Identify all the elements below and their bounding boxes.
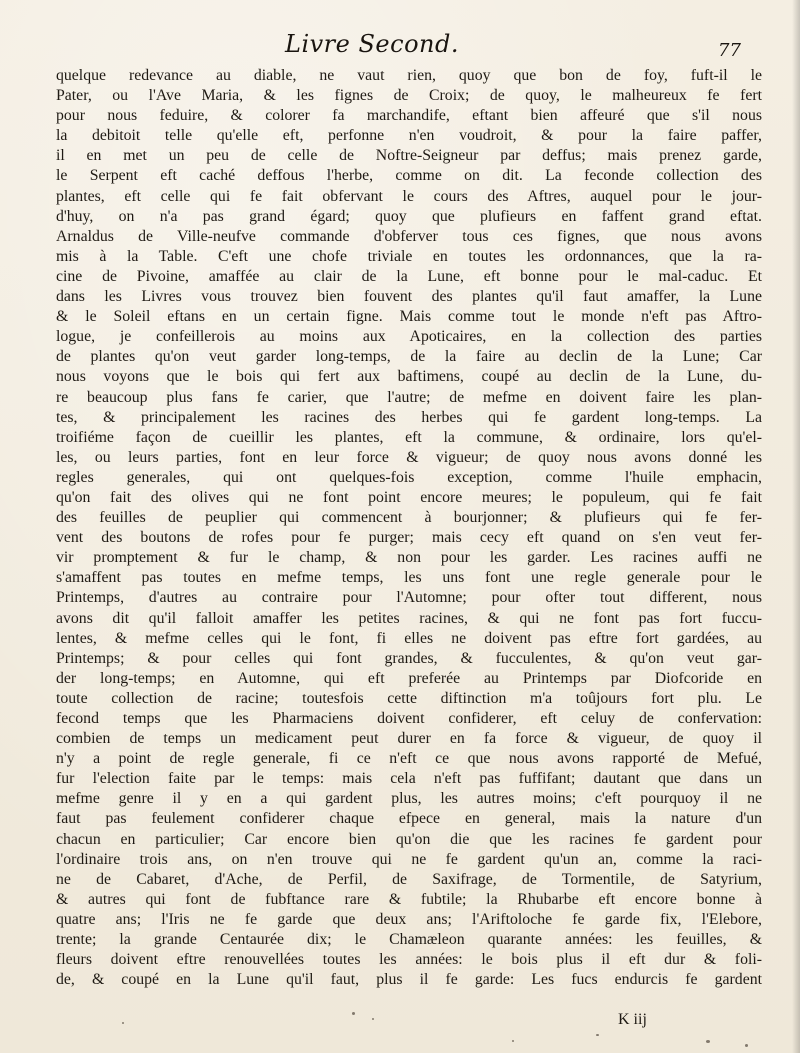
text-line: fecond temps que les Pharmaciens doivent confiderer, eft celuy de confervation: bbox=[56, 710, 762, 727]
text-line: combien de temps un medicament peut durer en fa force & vigueur, de quoy il bbox=[56, 730, 762, 748]
text-line: plantes, eft celle qui fe fait obfervant le cours des Aftres, auquel pour le jour- bbox=[56, 187, 762, 205]
text-line: tes, & principalement les racines des herbes qui fe gardent long-temps. La bbox=[56, 408, 762, 426]
text-line: Arnaldus de Ville-neufve commande d'obferver tous ces fignes, que nous avons bbox=[56, 227, 762, 245]
text-line: Pater, ou l'Ave Maria, & les fignes de Croix; de quoy, le malheureux fe fert bbox=[56, 87, 762, 105]
text-line: fur l'election faite par le temps: mais cela n'eft pas fuffifant; dautant que dans un bbox=[56, 770, 762, 788]
text-line: nous voyons que le bois qui fert aux baftimens, coupé au declin de la Lune, du- bbox=[56, 368, 762, 386]
text-line: toute collection de racine; toutesfois cette diftinction m'a toûjours fort plu. Le bbox=[56, 689, 762, 707]
text-line: Printemps, d'autres au contraire pour l'Automne; pour ofter tout different, nous bbox=[56, 589, 762, 607]
text-line: qu'on fait des olives qui ne font point encore meures; le populeum, qui fe fait bbox=[56, 488, 762, 506]
text-line: des feuilles de peuplier qui commencent à bourjonner; & plufieurs qui fe fer- bbox=[56, 509, 762, 527]
text-line: le Serpent eft caché deffous l'herbe, comme on dit. La feconde collection des bbox=[56, 167, 762, 185]
text-line: & autres qui font de fubftance rare & fubtile; la Rhubarbe eft encore bonne à bbox=[56, 890, 762, 908]
text-line: de plantes qu'on veut garder long-temps, de la faire au declin de la Lune; Car bbox=[56, 348, 762, 366]
text-line: la debitoit telle qu'elle eft, perfonne n'en voudroit, & pour la faire paffer, bbox=[56, 127, 762, 145]
text-line: ne de Cabaret, d'Ache, de Perfil, de Saxifrage, de Tormentile, de Satyrium, bbox=[56, 870, 762, 888]
text-line: d'huy, on n'a pas grand égard; quoy que plufieurs en faffent grand eftat. bbox=[56, 207, 762, 225]
text-line: pour nous feduire, & colorer fa marchandife, eftant bien affeuré que s'il nous bbox=[56, 107, 762, 125]
text-line: vent des boutons de rofes pour fe purger; mais cecy eft quand on s'en veut fer- bbox=[56, 529, 762, 547]
text-line: n'y a point de regle generale, fi ce n'eft ce que nous avons rapporté de Mefué, bbox=[56, 750, 762, 768]
text-line: mefme genre il y en a qui gardent plus, les autres moins; c'eft pourquoy il ne bbox=[56, 790, 762, 808]
text-line: il en met un peu de celle de Noftre-Seigneur par deffus; mais prenez garde, bbox=[56, 147, 762, 165]
body-text bbox=[56, 66, 762, 990]
running-title: Livre Second. bbox=[285, 30, 459, 58]
text-line: re beaucoup plus fans fe carier, que l'autre; de mefme en doivent faire les plan- bbox=[56, 388, 762, 406]
text-line: mis à la Table. C'eft une chofe triviale en toutes les ordonnances, que la ra- bbox=[56, 247, 762, 265]
text-line: cine de Pivoine, amaffée au clair de la Lune, eft bonne pour le mal-caduc. Et bbox=[56, 267, 762, 285]
text-line: avons dit qu'il falloit amaffer les petites racines, & qui ne font pas fort fuccu- bbox=[56, 609, 762, 627]
text-line: lentes, & mefme celles qui le font, fi elles ne doivent pas eftre fort gardées, au bbox=[56, 629, 762, 647]
text-line: fleurs doivent eftre renouvellées toutes les années: le bois plus il eft dur & foli- bbox=[56, 951, 762, 969]
page-header bbox=[0, 30, 800, 64]
text-line: Printemps; & pour celles qui font grandes, & fucculentes, & qu'on veut gar- bbox=[56, 649, 762, 667]
text-line: troifiéme façon de cueillir les plantes, eft la commune, & ordinaire, lors qu'el- bbox=[56, 428, 762, 446]
text-line: s'amaffent pas toutes en mefme temps, les uns font une regle generale pour le bbox=[56, 569, 762, 587]
text-line: l'ordinaire trois ans, on n'en trouve qui ne fe gardent qu'un an, comme la raci- bbox=[56, 850, 762, 868]
page-number: 77 bbox=[718, 40, 741, 61]
text-line: regles generales, qui ont quelques-fois exception, comme l'huile emphacin, bbox=[56, 468, 762, 486]
text-line: vir promptement & fur le champ, & non pour les garder. Les racines auffi ne bbox=[56, 549, 762, 567]
text-line: quatre ans; l'Iris ne fe garde que deux ans; l'Ariftoloche fe garde fix, l'Elebore, bbox=[56, 910, 762, 928]
text-line: logue, je confeillerois au moins aux Apoticaires, en la collection des parties bbox=[56, 328, 762, 346]
signature-mark: K iij bbox=[618, 1011, 647, 1028]
page-edge-shadow bbox=[792, 0, 800, 1053]
text-line: quelque redevance au diable, ne vaut rien, quoy que bon de foy, fuft-il le bbox=[56, 67, 762, 84]
text-line: der long-temps; en Automne, qui eft preferée au Printemps par Diofcoride en bbox=[56, 669, 762, 687]
text-line: chacun en particulier; Car encore bien qu'on die que les racines fe gardent pour bbox=[56, 830, 762, 848]
text-line: trente; la grande Centaurée dix; le Chamæleon quarante années: les feuilles, & bbox=[56, 931, 762, 949]
text-line: & le Soleil eftans en un certain figne. Mais comme tout le monde n'eft pas Aftro- bbox=[56, 308, 762, 326]
text-line: de, & coupé en la Lune qu'il faut, plus il fe garde: Les fucs endurcis fe gardent bbox=[56, 971, 762, 989]
text-line: dans les Livres vous trouvez bien fouvent des plantes qu'il faut amaffer, la Lune bbox=[56, 288, 762, 306]
text-line: faut pas feulement confiderer chaque efpece en general, mais la nature d'un bbox=[56, 810, 762, 828]
text-line: les, ou leurs parties, font en leur force & vigueur; de quoy nous avons donné les bbox=[56, 448, 762, 466]
